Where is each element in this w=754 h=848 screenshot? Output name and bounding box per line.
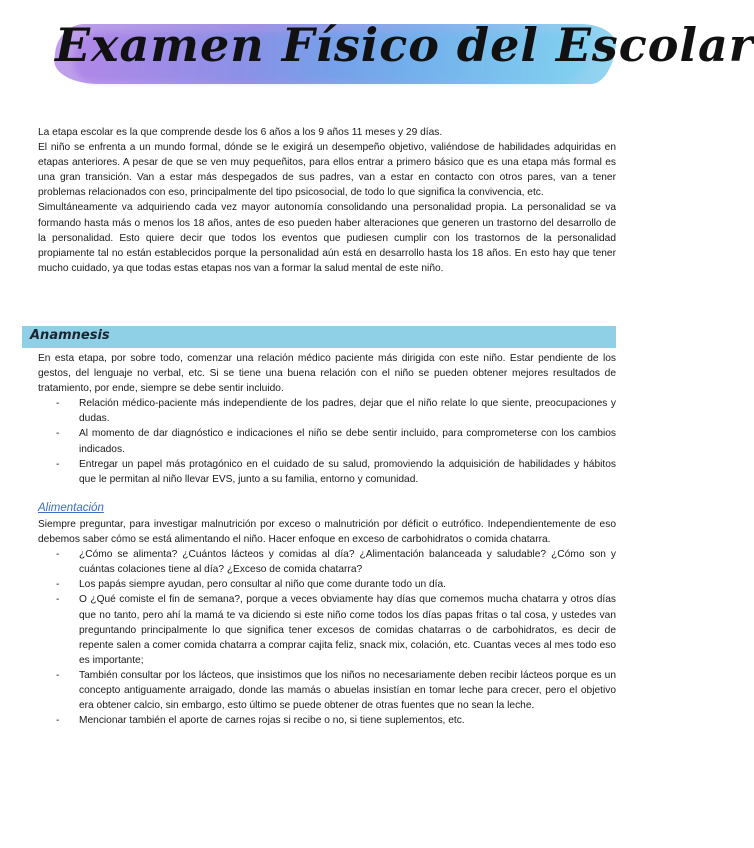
alimentacion-section bbox=[38, 517, 616, 728]
list-item: - O ¿Qué comiste el fin de semana?, porque a veces obviamente hay días que comemos mucha chatarra y otros días que no tanto, pero ahí la mamá te va diciendo si este niño come todos los días papas fritas o tal cosa, y ustedes van preguntando principalmente lo que significa tener excesos de comidas chatarras o de carbohidratos, es decir de repente salen a comer comida chatarra a comprar cajita feliz, snack mix, colación, etc. Cuantas veces al mes todo eso es importante; bbox=[56, 592, 616, 667]
page-title: Examen Físico del Escolar bbox=[55, 18, 754, 72]
list-item: - Mencionar también el aporte de carnes rojas si recibe o no, si tiene suplementos, etc. bbox=[56, 713, 616, 728]
anamnesis-list bbox=[56, 396, 616, 487]
list-item: - Relación médico-paciente más independiente de los padres, dejar que el niño relate lo que siente, preocupaciones y dudas. bbox=[56, 396, 616, 426]
alimentacion-paragraph: Siempre preguntar, para investigar malnutrición por exceso o malnutrición por déficit o eutrófico. Independientemente de eso debemos saber cómo se está alimentando el niño. Hacer enfoque en exceso de carbohidratos o comida chatarra. bbox=[38, 519, 616, 546]
alimentacion-list bbox=[56, 547, 616, 728]
intro-paragraph: Simultáneamente va adquiriendo cada vez mayor autonomía consolidando una personalidad propia. La personalidad se va formando hasta más o menos los 18 años, antes de eso pueden haber alteraciones que generen un trastorno del desarrollo de la personalidad. Esto quiere decir que todos los eventos que pudiesen cumplir con los trastornos de la personalidad propiamente tal no están establecidos porque la personalidad aún está en desarrollo hasta los 18 años. En esto hay que tener mucho cuidado, ya que todas estas etapas nos van a formar la salud mental de este niño. bbox=[38, 202, 616, 274]
intro-paragraph: El niño se enfrenta a un mundo formal, dónde se le exigirá un desempeño objetivo, valiéndose de habilidades adquiridas en etapas anteriores. A pesar de que se ven muy pequeñitos, para ellos entrar a primero básico que es una etapa más formal es una gran transición. Van a estar más despegados de sus padres, van a estar en contacto con otros pares, van a tener problemas relacionados con eso, principalmente del tipo psicosocial, de todo lo que significa la convivencia, etc. bbox=[38, 142, 616, 199]
list-item: - También consultar por los lácteos, que insistimos que los niños no necesariamente deben recibir lácteos porque es un concepto antiguamente arraigado, donde las mamás o abuelas insistían en tomar leche para crecer, pero el objetivo era obtener calcio, sin embargo, esto último se puede obtener de otras fuentes que no sean la leche. bbox=[56, 668, 616, 713]
intro-section bbox=[38, 125, 616, 276]
intro-paragraph: La etapa escolar es la que comprende desde los 6 años a los 9 años 11 meses y 29 días. bbox=[38, 127, 443, 138]
anamnesis-paragraph: En esta etapa, por sobre todo, comenzar una relación médico paciente más dirigida con este niño. Estar pendiente de los gestos, del lenguaje no verbal, etc. Si se tiene una buena relación con el niño se pueden obtener mejores resultados de tratamiento, por ende, siempre se debe sentir incluido. bbox=[38, 353, 616, 395]
list-item: - Entregar un papel más protagónico en el cuidado de su salud, promoviendo la adquisición de habilidades y hábitos que le permitan al niño llevar EVS, junto a su familia, entorno y comunidad. bbox=[56, 457, 616, 487]
list-item: - Al momento de dar diagnóstico e indicaciones el niño se debe sentir incluido, para comprometerse con los cambios indicados. bbox=[56, 426, 616, 456]
list-item: - Los papás siempre ayudan, pero consultar al niño que come durante todo un día. bbox=[56, 577, 616, 592]
anamnesis-header-bar bbox=[22, 326, 616, 348]
alimentacion-heading: Alimentación bbox=[38, 502, 104, 514]
title-banner bbox=[55, 10, 754, 92]
anamnesis-section bbox=[38, 351, 616, 487]
anamnesis-heading: Anamnesis bbox=[30, 328, 110, 343]
list-item: - ¿Cómo se alimenta? ¿Cuántos lácteos y comidas al día? ¿Alimentación balanceada y saludable? ¿Cómo son y cuántas colaciones tiene al día? ¿Exceso de comida chatarra? bbox=[56, 547, 616, 577]
